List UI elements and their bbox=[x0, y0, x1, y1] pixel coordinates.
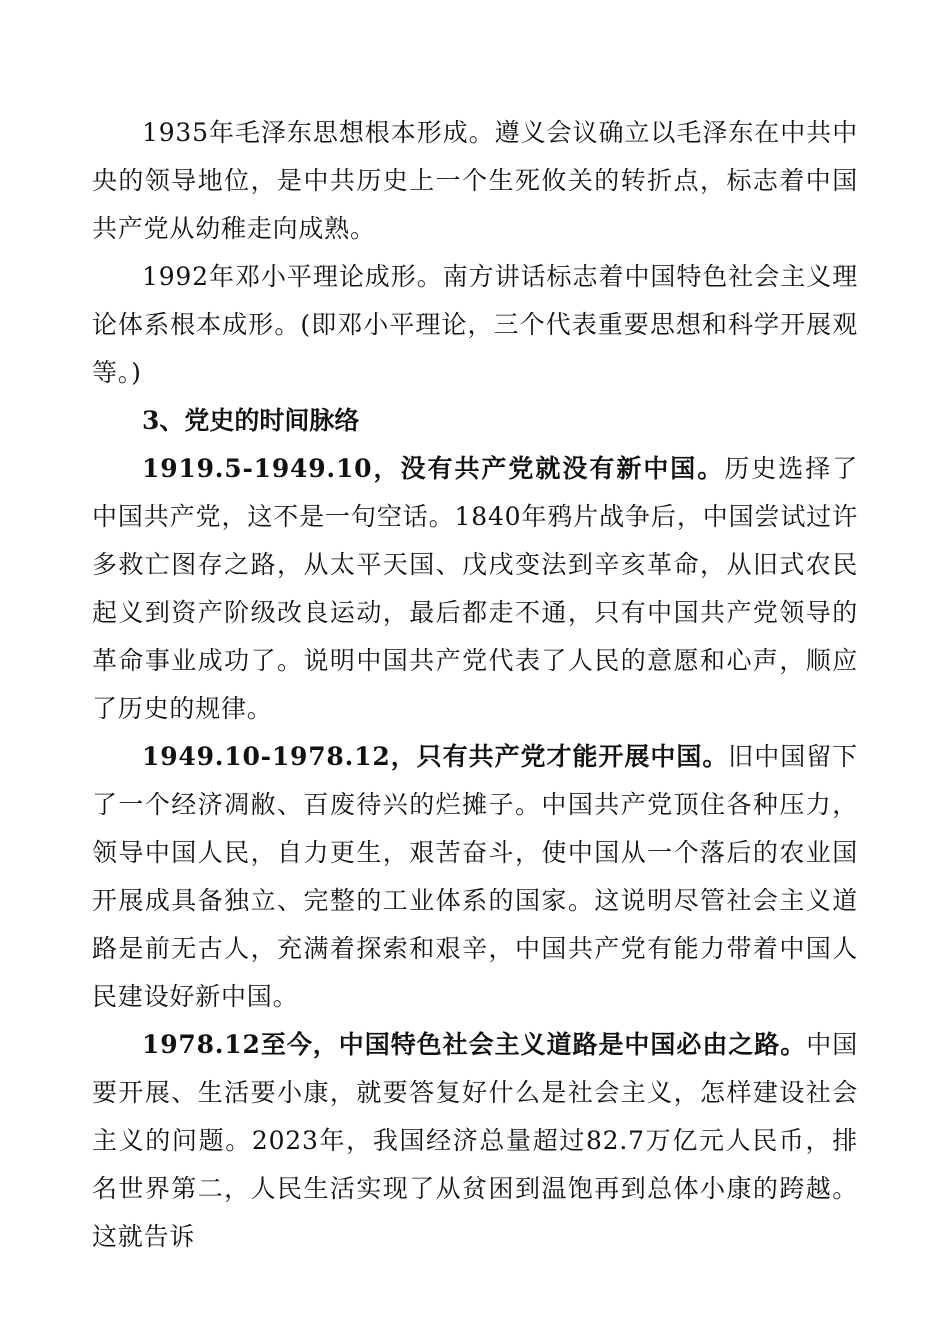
timeline-paragraph-1949-1978 bbox=[92, 733, 858, 1021]
timeline-text: 中国要开展、生活要小康，就要答复好什么是社会主义，怎样建设社会主义的问题。2023年，我国经济总量超过82.7万亿元人民币，排名世界第二，人民生活实现了从贫困到温饱再到总体小康的跨越。这就告诉 bbox=[92, 1030, 858, 1251]
paragraph-1992 bbox=[92, 253, 858, 397]
paragraph-1935 bbox=[92, 109, 858, 253]
timeline-text: 旧中国留下了一个经济凋敝、百废待兴的烂摊子。中国共产党顶住各种压力，领导中国人民，自力更生，艰苦奋斗，使中国从一个落后的农业国开展成具备独立、完整的工业体系的国家。这说明尽管社会主义道路是前无古人，充满着探索和艰辛，中国共产党有能力带着中国人民建设好新中国。 bbox=[92, 742, 858, 1011]
timeline-text: 历史选择了中国共产党，这不是一句空话。1840年鸦片战争后，中国尝试过许多救亡图存之路，从太平天国、戊戌变法到辛亥革命，从旧式农民起义到资产阶级改良运动，最后都走不通，只有中国共产党领导的革命事业成功了。说明中国共产党代表了人民的意愿和心声，顺应了历史的规律。 bbox=[92, 454, 858, 723]
document-body bbox=[92, 109, 858, 1261]
timeline-lead: 1949.10-1978.12，只有共产党才能开展中国。 bbox=[142, 742, 729, 771]
paragraph-text: 1992年邓小平理论成形。南方讲话标志着中国特色社会主义理论体系根本成形。(即邓小平理论，三个代表重要思想和科学开展观等。) bbox=[92, 262, 858, 387]
timeline-paragraph-1978-present bbox=[92, 1021, 858, 1261]
timeline-paragraph-1919-1949 bbox=[92, 445, 858, 733]
timeline-lead: 1919.5-1949.10，没有共产党就没有新中国。 bbox=[142, 454, 725, 483]
paragraph-text: 1935年毛泽东思想根本形成。遵义会议确立以毛泽东在中共中央的领导地位，是中共历史上一个生死攸关的转折点，标志着中国共产党从幼稚走向成熟。 bbox=[92, 118, 858, 243]
timeline-lead: 1978.12至今，中国特色社会主义道路是中国必由之路。 bbox=[142, 1030, 807, 1059]
section-heading: 3、党史的时间脉络 bbox=[142, 406, 360, 435]
